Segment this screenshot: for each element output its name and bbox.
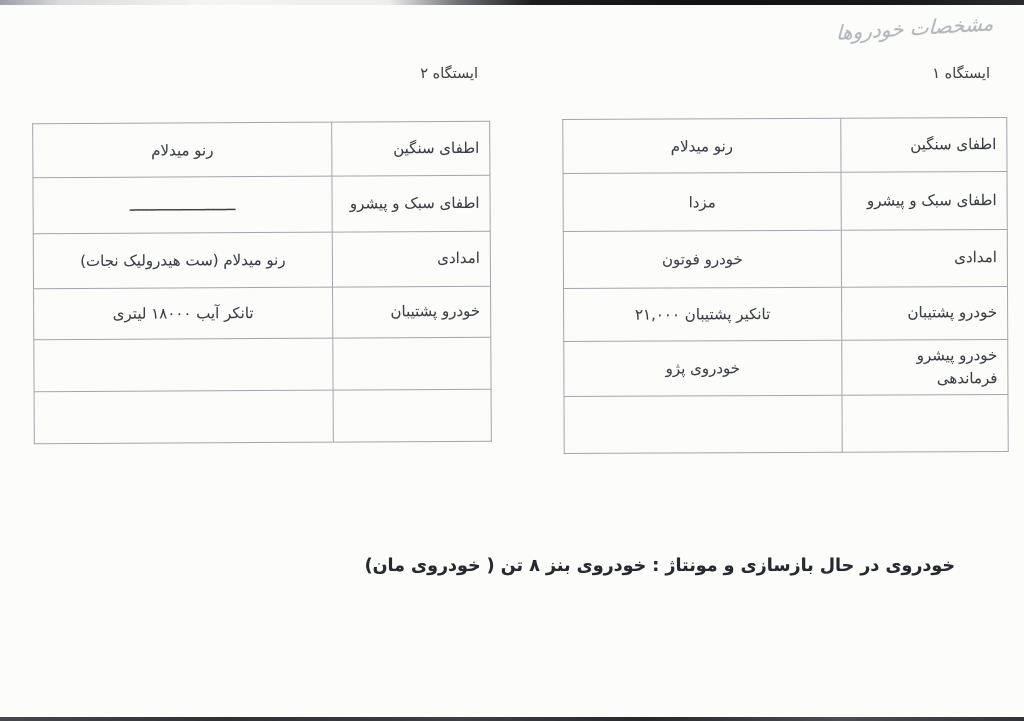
table-row (563, 230, 1007, 289)
handwritten-note: مشخصات خودروها (835, 11, 995, 45)
row-label: اطفای سبک و پیشرو (332, 175, 490, 232)
table-row (564, 340, 1008, 397)
row-label (842, 395, 1008, 453)
row-label (333, 389, 491, 442)
table-row-empty (34, 337, 491, 391)
row-value: رنو میدلام (563, 118, 841, 173)
scan-edge-bottom (0, 717, 1024, 721)
station2-title: ایستگاه ٢ (420, 66, 478, 82)
row-label (333, 337, 491, 390)
row-value: خودرو فوتون (563, 230, 841, 288)
row-label: اطفای سبک و پیشرو (841, 172, 1007, 231)
station1-table (562, 117, 1008, 454)
station1-title: ایستگاه ١ (932, 66, 990, 82)
row-label: امدادی (332, 231, 490, 287)
table-row (33, 121, 490, 177)
row-label: خودرو پشتیبان (842, 287, 1008, 341)
row-value (34, 338, 333, 392)
table-row-empty (34, 389, 491, 443)
row-value: مزدا (563, 172, 841, 231)
row-value: رنو میدلام (ست هیدرولیک نجات) (33, 232, 332, 289)
row-label: خودرو پیشرو فرماندهی (842, 340, 1008, 396)
row-value: تانکر آيب ١٨٠٠٠ لیتری (34, 287, 333, 340)
scan-edge-top (0, 0, 1024, 5)
row-value: خودروی پژو (564, 340, 842, 396)
table-row (34, 286, 491, 339)
table-row (563, 172, 1007, 232)
table-row (33, 231, 490, 288)
row-label: خودرو پشتیبان (333, 286, 491, 338)
table-row (564, 287, 1008, 342)
row-value: تانکیر پشتیبان ٢١,٠٠٠ (564, 287, 842, 341)
table-row (563, 118, 1007, 174)
row-value (564, 395, 842, 453)
row-label: اطفای سنگین (841, 118, 1007, 173)
station2-table (32, 121, 492, 444)
row-label: اطفای سنگین (332, 121, 490, 176)
row-value: رنو میدلام (33, 122, 332, 178)
table-row (33, 175, 490, 233)
rebuild-note: خودروی در حال بازسازی و مونتاژ : خودروی بنز ٨ تن ( خودروی مان) (364, 556, 955, 576)
table-row-empty (564, 395, 1008, 454)
row-value-blank-dash: ــــــــــــــــــــــــ (33, 176, 332, 234)
row-label: امدادی (841, 230, 1007, 288)
row-value (34, 390, 333, 444)
